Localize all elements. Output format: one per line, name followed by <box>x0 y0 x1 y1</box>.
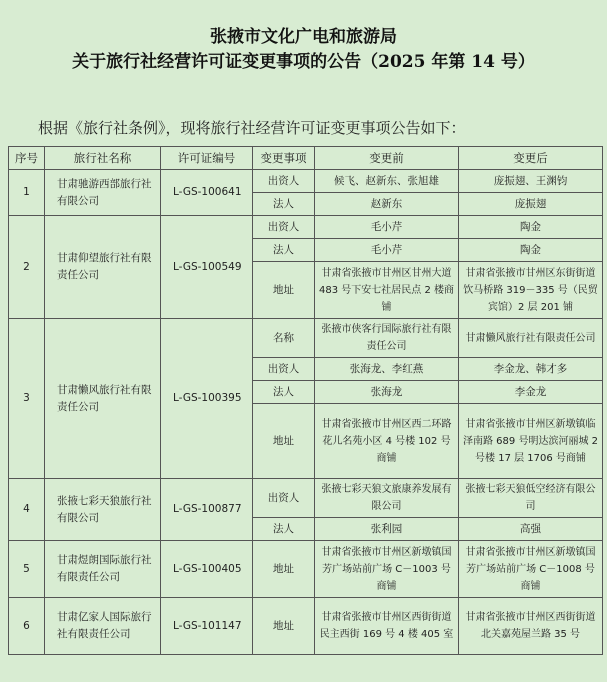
value-before: 甘肃省张掖市甘州区新墩镇国芳广场站前广场 C－1003 号商铺 <box>315 541 459 598</box>
row-seq: 4 <box>9 479 45 541</box>
intro-paragraph: 根据《旅行社条例》，现将旅行社经营许可证变更事项公告如下： <box>38 119 466 137</box>
license-number: L-GS-100405 <box>161 541 253 598</box>
value-after: 陶金 <box>459 216 603 239</box>
change-item: 地址 <box>253 262 315 319</box>
agency-name: 张掖七彩天狼旅行社有限公司 <box>45 479 161 541</box>
license-number: L-GS-101147 <box>161 598 253 655</box>
value-before: 张掖七彩天狼文旅康养发展有限公司 <box>315 479 459 518</box>
agency-name: 甘肃驰游西部旅行社有限公司 <box>45 170 161 216</box>
value-after: 张掖七彩天狼低空经济有限公司 <box>459 479 603 518</box>
change-item: 地址 <box>253 598 315 655</box>
change-item: 法人 <box>253 193 315 216</box>
header-after: 变更后 <box>459 147 603 170</box>
value-before: 毛小芹 <box>315 239 459 262</box>
value-before: 张海龙、李红燕 <box>315 358 459 381</box>
change-item: 地址 <box>253 541 315 598</box>
change-item: 法人 <box>253 518 315 541</box>
value-before: 毛小芹 <box>315 216 459 239</box>
change-item: 出资人 <box>253 170 315 193</box>
header-change-item: 变更事项 <box>253 147 315 170</box>
change-item: 法人 <box>253 381 315 404</box>
change-table <box>8 146 603 655</box>
announcement-issuer: 张掖市文化广电和旅游局 <box>210 27 397 47</box>
value-before: 赵新东 <box>315 193 459 216</box>
table-row <box>9 598 603 655</box>
value-after: 高强 <box>459 518 603 541</box>
table-row <box>9 479 603 518</box>
value-after: 甘肃省张掖市甘州区东街街道饮马桥路 319－335 号（民贸宾馆）2 层 201 铺 <box>459 262 603 319</box>
row-seq: 1 <box>9 170 45 216</box>
license-number: L-GS-100641 <box>161 170 253 216</box>
value-before: 甘肃省张掖市甘州区甘州大道 483 号下安七社居民点 2 楼商铺 <box>315 262 459 319</box>
value-before: 候飞、赵新东、张旭雄 <box>315 170 459 193</box>
header-seq: 序号 <box>9 147 45 170</box>
value-before: 张掖市侠客行国际旅行社有限责任公司 <box>315 319 459 358</box>
value-after: 李金龙、韩才多 <box>459 358 603 381</box>
change-item: 法人 <box>253 239 315 262</box>
change-item: 出资人 <box>253 216 315 239</box>
value-before: 甘肃省张掖市甘州区西二环路花儿名苑小区 4 号楼 102 号商铺 <box>315 404 459 479</box>
agency-name: 甘肃亿家人国际旅行社有限责任公司 <box>45 598 161 655</box>
value-before: 甘肃省张掖市甘州区西街街道民主西街 169 号 4 楼 405 室 <box>315 598 459 655</box>
change-item: 名称 <box>253 319 315 358</box>
value-after: 甘肃省张掖市甘州区西街街道北关嘉苑屋兰路 35 号 <box>459 598 603 655</box>
announcement-title: 关于旅行社经营许可证变更事项的公告（2025 年第 14 号） <box>72 52 535 72</box>
agency-name: 甘肃懒风旅行社有限责任公司 <box>45 319 161 479</box>
value-before: 张海龙 <box>315 381 459 404</box>
license-number: L-GS-100549 <box>161 216 253 319</box>
value-after: 庞振翅 <box>459 193 603 216</box>
value-after: 陶金 <box>459 239 603 262</box>
table-row <box>9 541 603 598</box>
change-item: 出资人 <box>253 479 315 518</box>
row-seq: 6 <box>9 598 45 655</box>
header-before: 变更前 <box>315 147 459 170</box>
row-seq: 3 <box>9 319 45 479</box>
agency-name: 甘肃仰望旅行社有限责任公司 <box>45 216 161 319</box>
value-after: 甘肃懒风旅行社有限责任公司 <box>459 319 603 358</box>
row-seq: 5 <box>9 541 45 598</box>
license-number: L-GS-100395 <box>161 319 253 479</box>
change-item: 地址 <box>253 404 315 479</box>
value-before: 张利园 <box>315 518 459 541</box>
header-license-number: 许可证编号 <box>161 147 253 170</box>
table-row <box>9 319 603 358</box>
value-after: 李金龙 <box>459 381 603 404</box>
header-agency-name: 旅行社名称 <box>45 147 161 170</box>
value-after: 甘肃省张掖市甘州区新墩镇临泽南路 689 号明达滨河丽城 2 号楼 17 层 1706 号商铺 <box>459 404 603 479</box>
license-number: L-GS-100877 <box>161 479 253 541</box>
row-seq: 2 <box>9 216 45 319</box>
value-after: 庞振翅、王渊钧 <box>459 170 603 193</box>
value-after: 甘肃省张掖市甘州区新墩镇国芳广场站前广场 C－1008 号商铺 <box>459 541 603 598</box>
table-row <box>9 216 603 239</box>
change-item: 出资人 <box>253 358 315 381</box>
agency-name: 甘肃煜朗国际旅行社有限责任公司 <box>45 541 161 598</box>
table-row <box>9 170 603 193</box>
table-header-row <box>9 147 603 170</box>
